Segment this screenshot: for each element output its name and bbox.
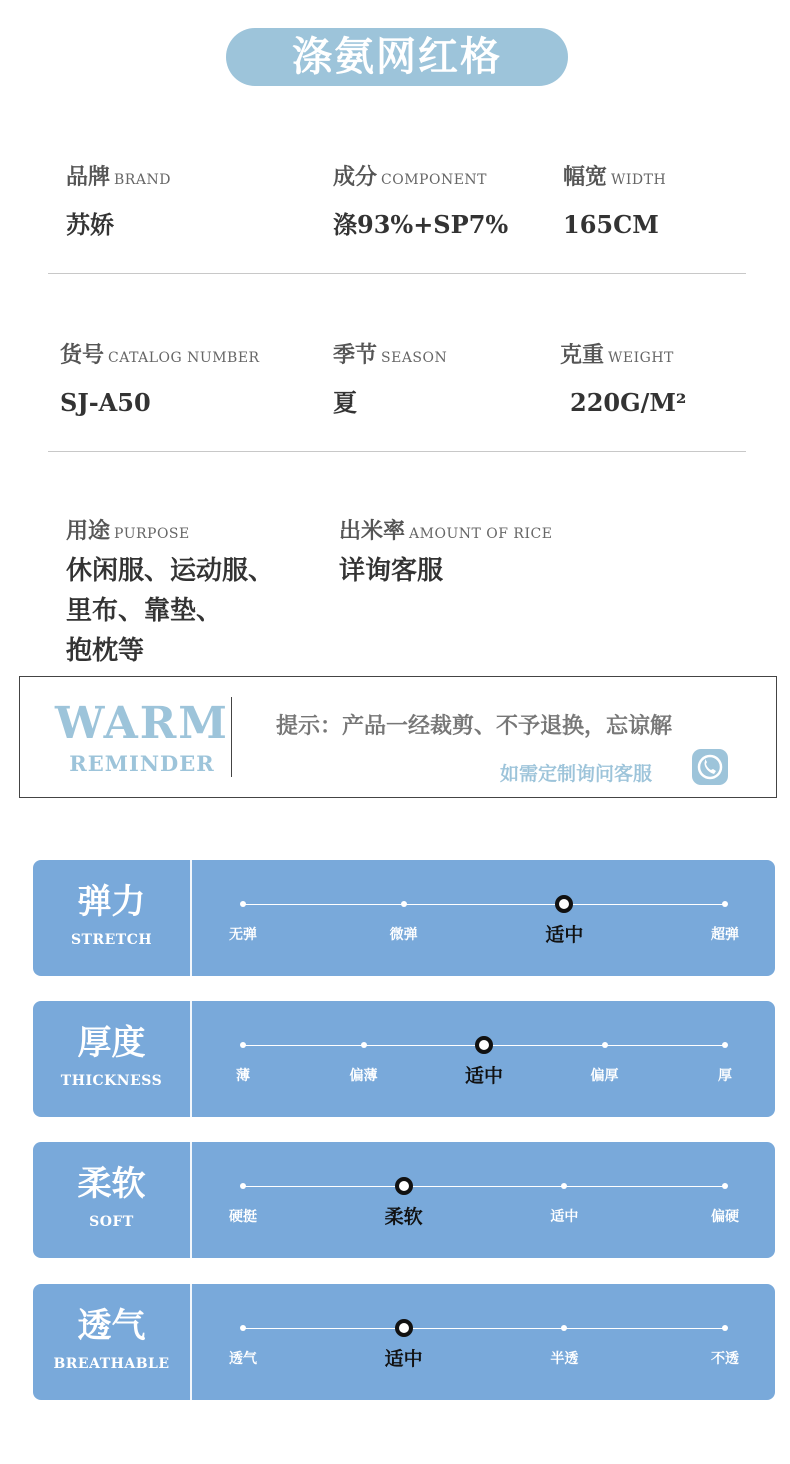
panel-separator — [190, 1001, 192, 1117]
scale-option: 硬挺 — [229, 1209, 257, 1225]
scale-option: 超弹 — [711, 927, 739, 943]
phone-icon[interactable] — [692, 749, 728, 785]
scale-marker — [240, 1042, 246, 1048]
reminder-notice: 提示：产品一经裁剪、不予退换，忘谅解 — [276, 713, 673, 739]
scale-marker — [240, 1325, 246, 1331]
spec-label: 货号 — [60, 342, 105, 368]
scale-marker — [722, 901, 728, 907]
spec-label: 成分 — [333, 164, 378, 190]
scale-label-en: SOFT — [89, 1214, 134, 1230]
scale-marker-selected — [395, 1177, 413, 1195]
scale-soft — [33, 1142, 775, 1258]
spec-label-en: COMPONENT — [381, 172, 487, 188]
scale-thickness — [33, 1001, 775, 1117]
scale-label-en: THICKNESS — [60, 1073, 163, 1089]
scale-label-en: STRETCH — [70, 932, 153, 948]
spec-label-en: SEASON — [381, 350, 448, 366]
spec-label-en: CATALOG NUMBER — [108, 350, 260, 366]
spec-value: 165CM — [563, 210, 659, 239]
spec-amount-of-rice — [339, 514, 552, 591]
panel-separator — [190, 1284, 192, 1400]
spec-label: 幅宽 — [563, 164, 608, 190]
spec-label-en: WIDTH — [611, 172, 667, 188]
scale-option: 微弹 — [389, 927, 418, 943]
spec-value: 详询客服 — [339, 556, 444, 586]
scale-option: 偏硬 — [711, 1209, 739, 1225]
scale-option: 柔软 — [384, 1206, 423, 1228]
spec-label-en: AMOUNT OF RICE — [409, 526, 553, 542]
scale-stretch — [33, 860, 775, 976]
scale-marker — [722, 1325, 728, 1331]
scale-option: 偏厚 — [590, 1068, 619, 1084]
spec-label: 出米率 — [339, 518, 406, 544]
panel-separator — [190, 1142, 192, 1258]
scale-option: 厚 — [718, 1068, 732, 1084]
warm-reminder-title — [52, 699, 232, 776]
scale-option: 半透 — [550, 1351, 579, 1367]
spec-value: SJ-A50 — [60, 388, 151, 417]
spec-label: 克重 — [560, 342, 605, 368]
reminder-divider — [231, 697, 232, 777]
spec-label-en: BRAND — [114, 172, 171, 188]
spec-value: 苏娇 — [66, 210, 114, 239]
scale-track — [243, 904, 725, 905]
scale-label: 透气 — [77, 1306, 146, 1346]
scale-marker — [240, 1183, 246, 1189]
scale-marker — [602, 1042, 608, 1048]
scale-marker-selected — [555, 895, 573, 913]
purpose-line: 休闲服、运动服、 — [66, 556, 275, 586]
scale-marker — [561, 1325, 567, 1331]
spec-brand — [66, 160, 171, 245]
scale-marker — [561, 1183, 567, 1189]
spec-season — [333, 338, 447, 423]
scale-marker-selected — [475, 1036, 493, 1054]
panel-separator — [190, 860, 192, 976]
spec-weight — [560, 338, 686, 423]
spec-label: 季节 — [333, 342, 378, 368]
page-title: 涤氨网红格 — [226, 28, 568, 86]
spec-value: 夏 — [333, 388, 357, 417]
spec-label-en: WEIGHT — [608, 350, 674, 366]
warm-title-small: REMINDER — [69, 751, 215, 776]
scale-label-en: BREATHABLE — [53, 1356, 170, 1372]
spec-label-en: PURPOSE — [114, 526, 190, 542]
scale-breathable — [33, 1284, 775, 1400]
scale-option: 偏薄 — [349, 1068, 378, 1084]
warm-title-big: WARM — [54, 698, 229, 749]
spec-purpose — [66, 514, 274, 671]
reminder-contact: 如需定制询问客服 — [500, 763, 653, 785]
scale-option: 适中 — [550, 1209, 579, 1225]
scale-label: 弹力 — [77, 882, 146, 922]
scale-option: 适中 — [384, 1348, 423, 1370]
scale-marker — [722, 1042, 728, 1048]
scale-label: 厚度 — [77, 1023, 146, 1063]
scale-option: 适中 — [464, 1065, 503, 1087]
scale-marker-selected — [395, 1319, 413, 1337]
spec-component — [333, 160, 508, 245]
scale-marker — [361, 1042, 367, 1048]
scale-option: 透气 — [229, 1351, 257, 1367]
purpose-line: 里布、靠垫、 — [66, 596, 223, 626]
scale-marker — [240, 901, 246, 907]
spec-label: 用途 — [66, 518, 111, 544]
spec-catalog-number — [60, 338, 260, 423]
scale-marker — [401, 901, 407, 907]
divider — [48, 273, 746, 274]
scale-track — [243, 1186, 725, 1187]
scale-label: 柔软 — [77, 1164, 146, 1204]
scale-track — [243, 1328, 725, 1329]
scale-option: 适中 — [545, 924, 584, 946]
purpose-line: 抱枕等 — [66, 636, 145, 666]
spec-label: 品牌 — [66, 164, 111, 190]
spec-value: 220G/M² — [570, 388, 687, 417]
spec-width — [563, 160, 666, 245]
spec-value: 涤93%+SP7% — [333, 210, 509, 239]
scale-option: 薄 — [236, 1068, 250, 1084]
scale-marker — [722, 1183, 728, 1189]
scale-option: 无弹 — [229, 927, 257, 943]
scale-option: 不透 — [711, 1351, 739, 1367]
divider — [48, 451, 746, 452]
warm-reminder-box — [19, 676, 777, 798]
